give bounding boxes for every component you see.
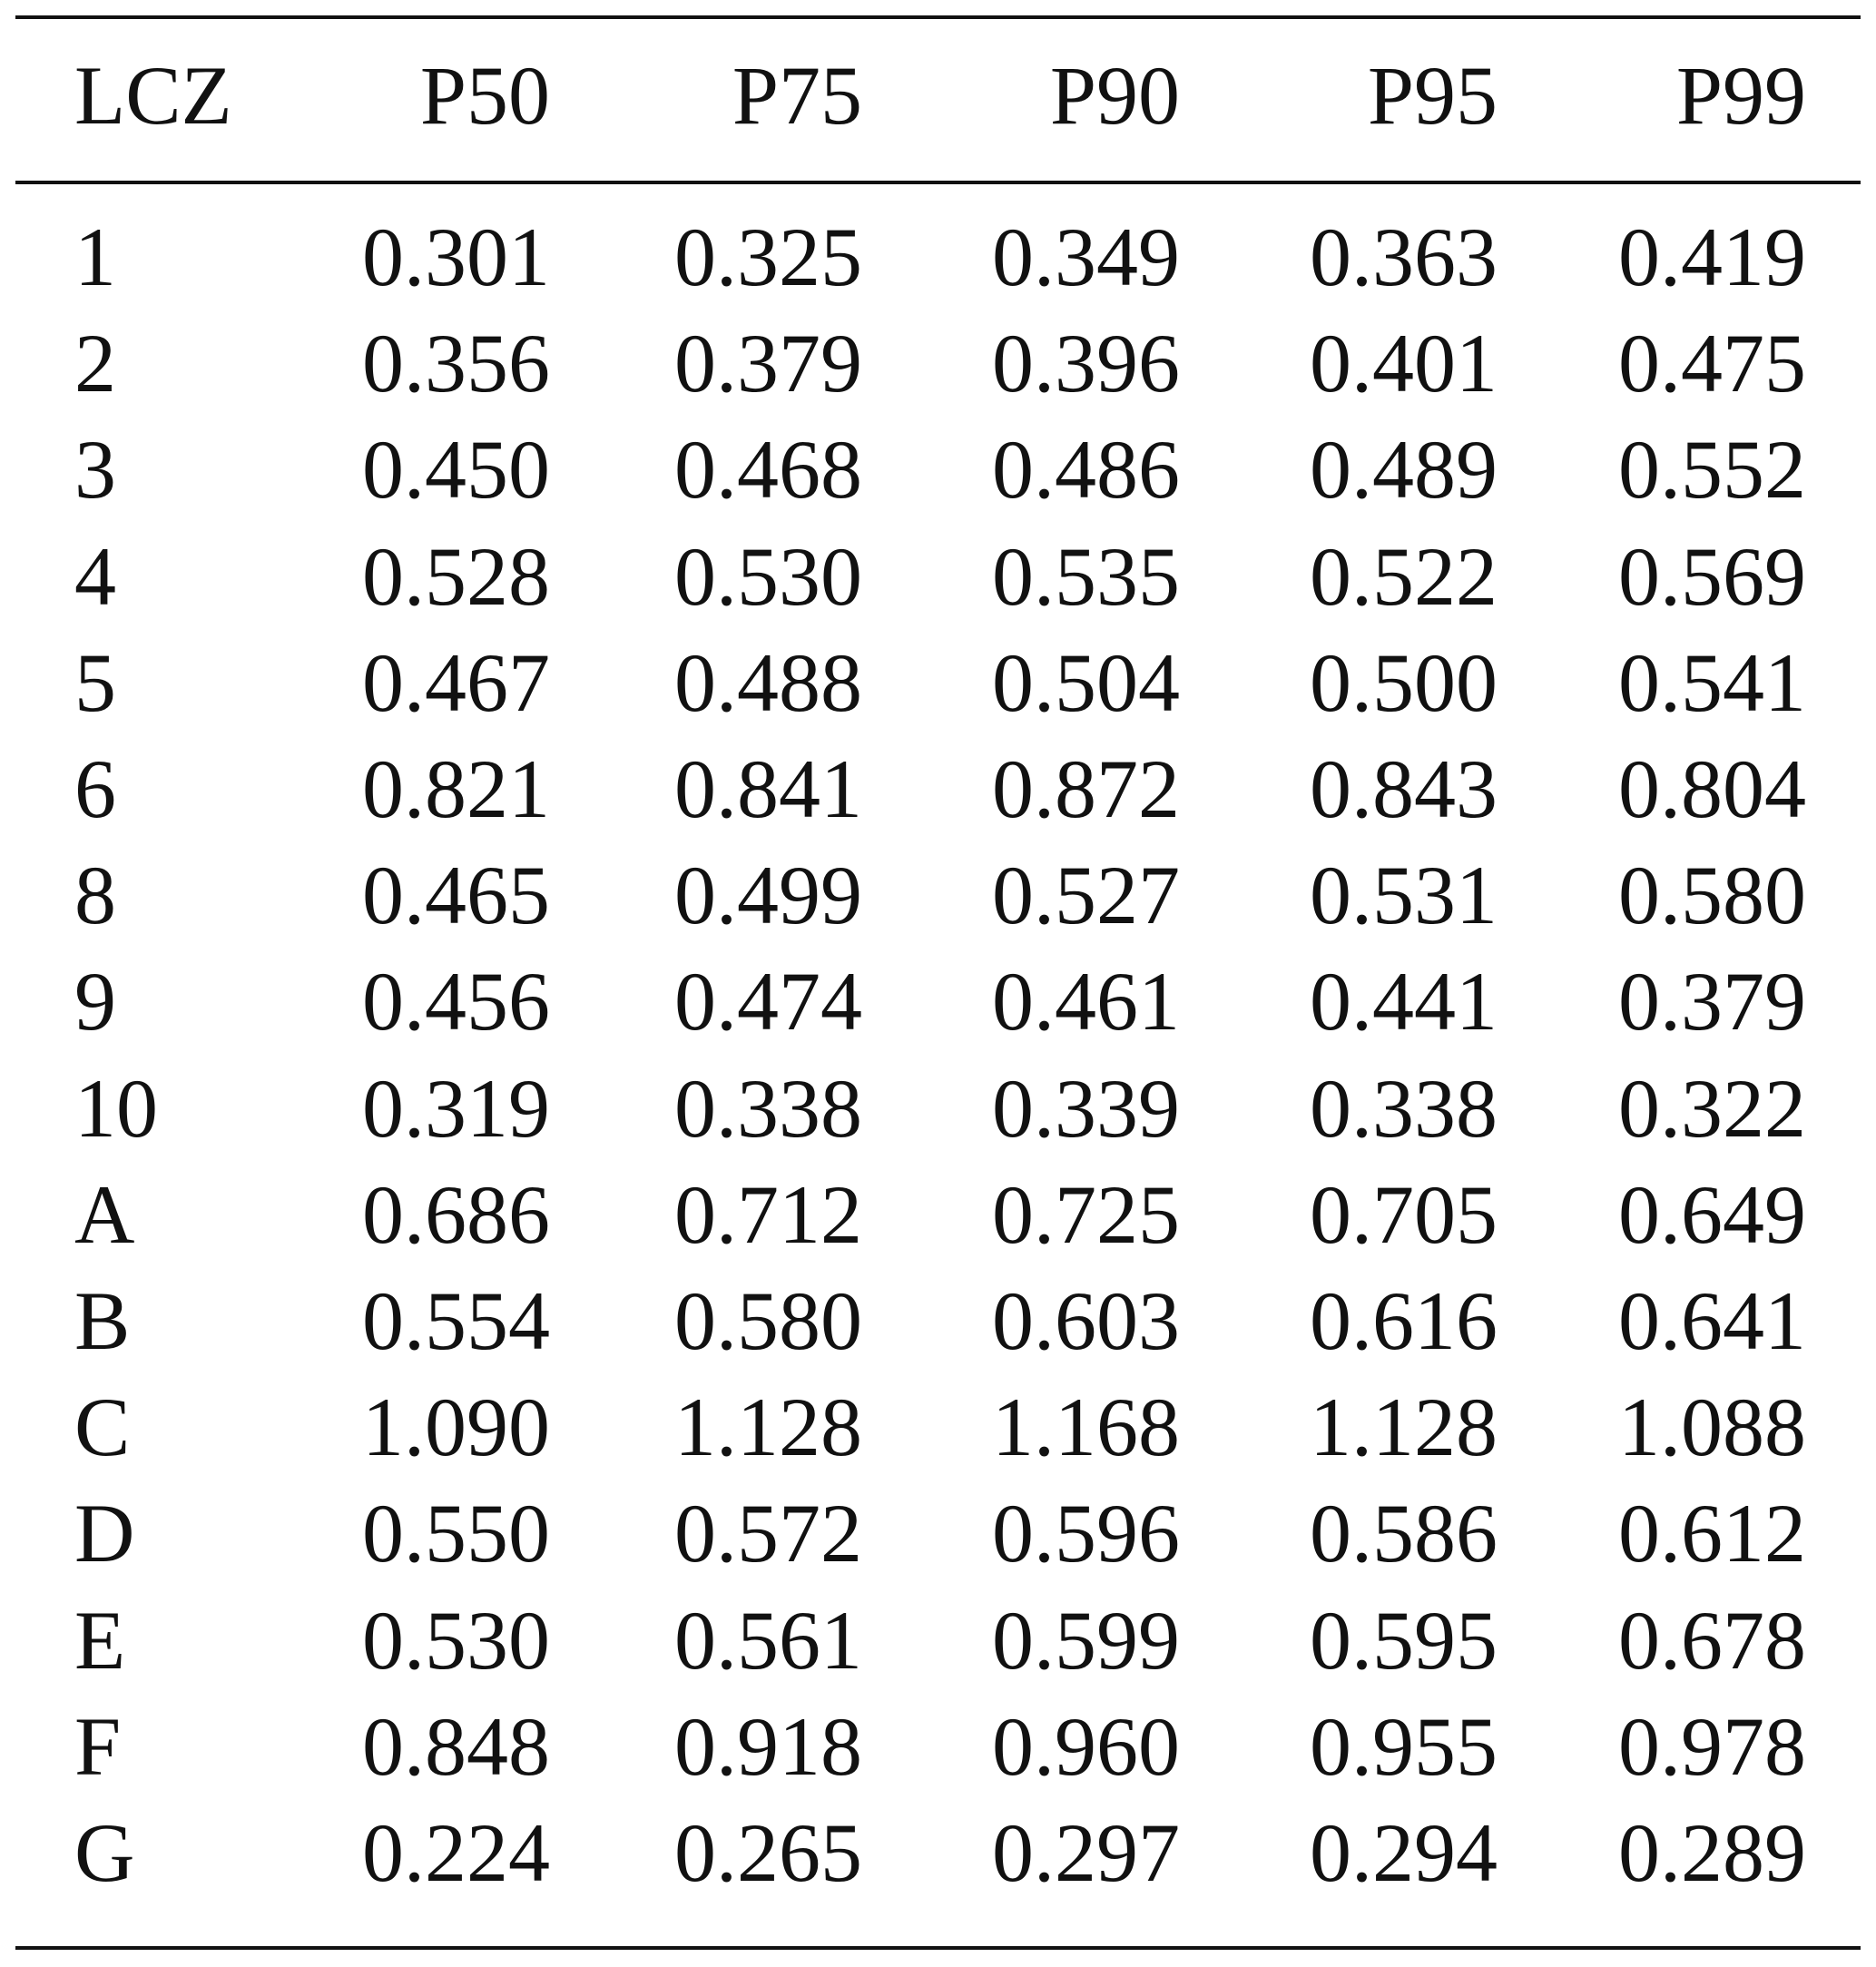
cell-p75: 0.530 [674, 529, 862, 623]
cell-p99: 0.289 [1618, 1806, 1806, 1899]
cell-p95: 0.522 [1310, 529, 1498, 623]
header-p75: P75 [732, 49, 862, 142]
cell-lcz: A [74, 1167, 135, 1261]
cell-p75: 0.561 [674, 1593, 862, 1687]
cell-p90: 0.725 [992, 1167, 1180, 1261]
cell-lcz: 4 [74, 529, 116, 623]
cell-p75: 0.468 [674, 423, 862, 516]
cell-lcz: E [74, 1593, 126, 1687]
bottom-rule [15, 1946, 1861, 1950]
table-row [0, 524, 1876, 630]
cell-lcz: 9 [74, 955, 116, 1048]
table-row [0, 417, 1876, 523]
cell-p75: 0.325 [674, 211, 862, 303]
cell-p75: 0.841 [674, 743, 862, 835]
cell-p95: 0.489 [1310, 423, 1498, 516]
cell-p75: 0.918 [674, 1699, 862, 1793]
cell-p90: 0.396 [992, 317, 1180, 410]
cell-p99: 0.569 [1618, 529, 1806, 623]
cell-p50: 0.530 [362, 1593, 550, 1687]
cell-lcz: 6 [74, 743, 116, 835]
cell-p75: 0.499 [674, 849, 862, 942]
cell-p75: 0.580 [674, 1274, 862, 1367]
cell-p95: 1.128 [1310, 1381, 1498, 1474]
cell-p75: 0.474 [674, 955, 862, 1048]
cell-p95: 0.955 [1310, 1699, 1498, 1793]
cell-p50: 0.686 [362, 1167, 550, 1261]
table-row [0, 310, 1876, 417]
table-row [0, 1480, 1876, 1587]
cell-p75: 0.572 [674, 1487, 862, 1580]
cell-lcz: 10 [74, 1061, 158, 1155]
cell-lcz: G [74, 1806, 135, 1899]
cell-p90: 0.297 [992, 1806, 1180, 1899]
cell-p75: 0.379 [674, 317, 862, 410]
cell-p90: 0.461 [992, 955, 1180, 1048]
cell-p99: 0.580 [1618, 849, 1806, 942]
table-row [0, 1800, 1876, 1906]
header-rule [15, 181, 1861, 184]
cell-p50: 0.554 [362, 1274, 550, 1367]
table-row [0, 736, 1876, 842]
cell-p75: 1.128 [674, 1381, 862, 1474]
cell-p90: 0.527 [992, 849, 1180, 942]
table-row [0, 842, 1876, 949]
cell-p99: 0.978 [1618, 1699, 1806, 1793]
cell-p75: 0.488 [674, 635, 862, 729]
cell-p95: 0.586 [1310, 1487, 1498, 1580]
header-p90: P90 [1049, 49, 1180, 142]
cell-p99: 0.641 [1618, 1274, 1806, 1367]
table-row [0, 1268, 1876, 1374]
cell-p50: 0.550 [362, 1487, 550, 1580]
cell-lcz: 2 [74, 317, 116, 410]
header-lcz: LCZ [74, 49, 232, 142]
table-row [0, 1694, 1876, 1800]
cell-p95: 0.843 [1310, 743, 1498, 835]
cell-lcz: D [74, 1487, 135, 1580]
cell-p99: 0.379 [1618, 955, 1806, 1048]
cell-p99: 0.649 [1618, 1167, 1806, 1261]
cell-p50: 0.528 [362, 529, 550, 623]
cell-p99: 1.088 [1618, 1381, 1806, 1474]
cell-lcz: F [74, 1699, 122, 1793]
table-row [0, 1588, 1876, 1694]
cell-p99: 0.419 [1618, 211, 1806, 303]
table-row [0, 1056, 1876, 1162]
table-row [0, 1374, 1876, 1480]
cell-p95: 0.441 [1310, 955, 1498, 1048]
top-rule [15, 15, 1861, 19]
cell-p95: 0.705 [1310, 1167, 1498, 1261]
cell-p50: 1.090 [362, 1381, 550, 1474]
cell-p99: 0.322 [1618, 1061, 1806, 1155]
cell-p50: 0.356 [362, 317, 550, 410]
table-row [0, 949, 1876, 1055]
cell-p50: 0.224 [362, 1806, 550, 1899]
cell-p90: 0.872 [992, 743, 1180, 835]
cell-p99: 0.804 [1618, 743, 1806, 835]
cell-lcz: 8 [74, 849, 116, 942]
cell-p75: 0.265 [674, 1806, 862, 1899]
cell-p95: 0.531 [1310, 849, 1498, 942]
cell-p99: 0.678 [1618, 1593, 1806, 1687]
header-row [0, 43, 1876, 149]
cell-p50: 0.319 [362, 1061, 550, 1155]
table-row [0, 1162, 1876, 1268]
cell-p75: 0.338 [674, 1061, 862, 1155]
cell-p50: 0.848 [362, 1699, 550, 1793]
cell-p95: 0.338 [1310, 1061, 1498, 1155]
cell-p50: 0.450 [362, 423, 550, 516]
cell-p90: 1.168 [992, 1381, 1180, 1474]
cell-p50: 0.301 [362, 211, 550, 303]
cell-p95: 0.363 [1310, 211, 1498, 303]
cell-p90: 0.535 [992, 529, 1180, 623]
cell-p90: 0.349 [992, 211, 1180, 303]
header-p99: P99 [1675, 49, 1806, 142]
cell-lcz: C [74, 1381, 131, 1474]
header-p50: P50 [419, 49, 550, 142]
cell-p95: 0.401 [1310, 317, 1498, 410]
cell-p90: 0.339 [992, 1061, 1180, 1155]
cell-lcz: 5 [74, 635, 116, 729]
cell-p95: 0.595 [1310, 1593, 1498, 1687]
header-p95: P95 [1367, 49, 1498, 142]
cell-p75: 0.712 [674, 1167, 862, 1261]
cell-p50: 0.467 [362, 635, 550, 729]
cell-p95: 0.500 [1310, 635, 1498, 729]
cell-p50: 0.465 [362, 849, 550, 942]
cell-p90: 0.504 [992, 635, 1180, 729]
table-row [0, 630, 1876, 736]
cell-p95: 0.294 [1310, 1806, 1498, 1899]
cell-lcz: 3 [74, 423, 116, 516]
cell-p90: 0.596 [992, 1487, 1180, 1580]
cell-lcz: 1 [74, 211, 116, 303]
cell-p90: 0.486 [992, 423, 1180, 516]
cell-p99: 0.475 [1618, 317, 1806, 410]
cell-p90: 0.599 [992, 1593, 1180, 1687]
cell-lcz: B [74, 1274, 131, 1367]
cell-p50: 0.456 [362, 955, 550, 1048]
cell-p90: 0.603 [992, 1274, 1180, 1367]
cell-p50: 0.821 [362, 743, 550, 835]
table-row [0, 204, 1876, 310]
cell-p90: 0.960 [992, 1699, 1180, 1793]
cell-p95: 0.616 [1310, 1274, 1498, 1367]
cell-p99: 0.541 [1618, 635, 1806, 729]
cell-p99: 0.552 [1618, 423, 1806, 516]
cell-p99: 0.612 [1618, 1487, 1806, 1580]
